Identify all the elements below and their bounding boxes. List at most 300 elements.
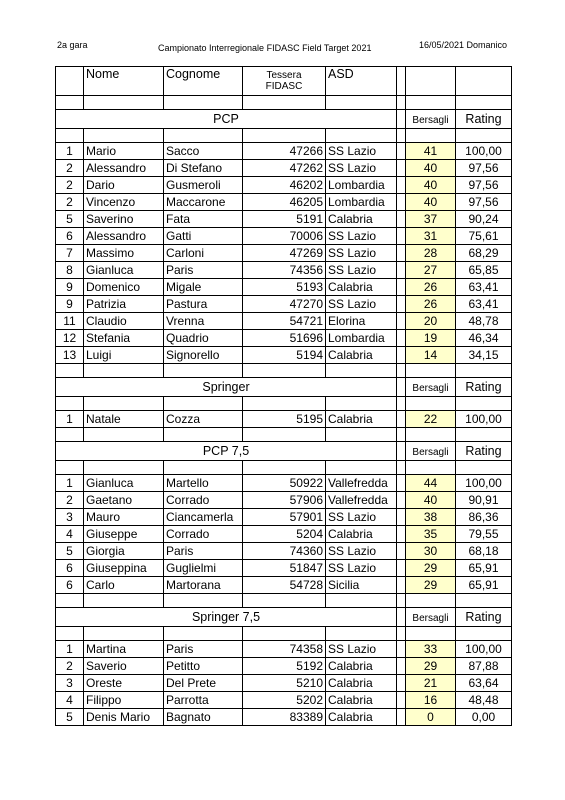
table-row (56, 675, 512, 692)
rating-cell: 97,56 (456, 160, 512, 177)
section-spacer-cell (397, 110, 406, 129)
nome-cell: Oreste (84, 675, 164, 692)
empty-cell (56, 129, 84, 143)
rating-cell: 100,00 (456, 411, 512, 428)
cognome-cell: Maccarone (164, 194, 243, 211)
nome-cell: Alessandro (84, 228, 164, 245)
empty-cell (243, 129, 326, 143)
tessera-cell: 54728 (243, 577, 326, 594)
position-cell: 11 (56, 313, 84, 330)
bersagli-label: Bersagli (406, 110, 456, 129)
asd-cell: Lombardia (326, 330, 397, 347)
empty-cell (84, 627, 164, 641)
nome-cell: Vincenzo (84, 194, 164, 211)
tessera-cell: 83389 (243, 709, 326, 726)
empty-cell (56, 627, 84, 641)
empty-cell (397, 594, 406, 608)
nome-cell: Gianluca (84, 475, 164, 492)
bersagli-cell: 37 (406, 211, 456, 228)
tessera-cell: 74356 (243, 262, 326, 279)
rating-cell: 46,34 (456, 330, 512, 347)
bersagli-cell: 14 (406, 347, 456, 364)
rating-cell: 65,91 (456, 560, 512, 577)
spacer-cell (397, 543, 406, 560)
position-cell: 13 (56, 347, 84, 364)
tessera-cell: 46202 (243, 177, 326, 194)
tessera-cell: 5204 (243, 526, 326, 543)
bersagli-cell: 44 (406, 475, 456, 492)
tessera-cell: 74360 (243, 543, 326, 560)
nome-cell: Gianluca (84, 262, 164, 279)
tessera-cell: 5193 (243, 279, 326, 296)
table-row (56, 509, 512, 526)
table-row (56, 475, 512, 492)
bersagli-cell: 33 (406, 641, 456, 658)
table-row (56, 543, 512, 560)
spacer-cell (397, 411, 406, 428)
position-cell: 7 (56, 245, 84, 262)
position-cell: 2 (56, 658, 84, 675)
spacer-cell (397, 194, 406, 211)
spacer-cell (397, 347, 406, 364)
table-row (56, 228, 512, 245)
bersagli-cell: 27 (406, 262, 456, 279)
empty-cell (406, 461, 456, 475)
rating-label: Rating (456, 608, 512, 627)
spacer-row (56, 461, 512, 475)
spacer-cell (397, 313, 406, 330)
tessera-cell: 47266 (243, 143, 326, 160)
empty-cell (84, 461, 164, 475)
empty-cell (326, 594, 397, 608)
cognome-cell: Sacco (164, 143, 243, 160)
bersagli-cell: 26 (406, 279, 456, 296)
asd-cell: Lombardia (326, 194, 397, 211)
asd-cell: SS Lazio (326, 509, 397, 526)
header-rating-cell (456, 67, 512, 96)
cognome-cell: Bagnato (164, 709, 243, 726)
section-spacer-cell (397, 378, 406, 397)
bersagli-label: Bersagli (406, 378, 456, 397)
spacer-cell (397, 228, 406, 245)
position-cell: 5 (56, 709, 84, 726)
spacer-cell (397, 160, 406, 177)
cognome-cell: Fata (164, 211, 243, 228)
cognome-cell: Di Stefano (164, 160, 243, 177)
rating-cell: 65,85 (456, 262, 512, 279)
spacer-cell (397, 692, 406, 709)
tessera-cell: 47262 (243, 160, 326, 177)
empty-cell (56, 428, 84, 442)
tessera-cell: 5202 (243, 692, 326, 709)
position-cell: 9 (56, 279, 84, 296)
tessera-cell: 5194 (243, 347, 326, 364)
asd-cell: SS Lazio (326, 143, 397, 160)
empty-cell (243, 397, 326, 411)
empty-cell (56, 96, 84, 110)
asd-cell: SS Lazio (326, 245, 397, 262)
tessera-cell: 70006 (243, 228, 326, 245)
empty-cell (84, 129, 164, 143)
bersagli-label: Bersagli (406, 442, 456, 461)
empty-cell (456, 627, 512, 641)
cognome-cell: Gatti (164, 228, 243, 245)
spacer-cell (397, 658, 406, 675)
asd-cell: Lombardia (326, 177, 397, 194)
spacer-cell (397, 143, 406, 160)
rating-cell: 34,15 (456, 347, 512, 364)
table-row (56, 709, 512, 726)
asd-cell: Vallefredda (326, 475, 397, 492)
bersagli-cell: 40 (406, 194, 456, 211)
spacer-cell (397, 475, 406, 492)
spacer-row (56, 594, 512, 608)
spacer-cell (397, 279, 406, 296)
nome-cell: Saverino (84, 211, 164, 228)
rating-cell: 97,56 (456, 177, 512, 194)
tessera-cell: 5191 (243, 211, 326, 228)
spacer-cell (397, 296, 406, 313)
position-cell: 2 (56, 194, 84, 211)
empty-cell (56, 594, 84, 608)
cognome-cell: Martello (164, 475, 243, 492)
bersagli-cell: 28 (406, 245, 456, 262)
section-name: Springer 7,5 (56, 608, 397, 627)
empty-cell (456, 129, 512, 143)
asd-cell: Vallefredda (326, 492, 397, 509)
cognome-cell: Parrotta (164, 692, 243, 709)
asd-cell: Calabria (326, 347, 397, 364)
rating-cell: 68,29 (456, 245, 512, 262)
position-cell: 2 (56, 160, 84, 177)
header-spacer-cell (397, 67, 406, 96)
table-row (56, 577, 512, 594)
table-row (56, 492, 512, 509)
asd-cell: SS Lazio (326, 560, 397, 577)
asd-cell: Calabria (326, 675, 397, 692)
rating-cell: 63,41 (456, 296, 512, 313)
position-cell: 4 (56, 526, 84, 543)
spacer-cell (397, 177, 406, 194)
table-row (56, 262, 512, 279)
position-cell: 9 (56, 296, 84, 313)
section-header-row (56, 378, 512, 397)
empty-cell (456, 364, 512, 378)
position-cell: 3 (56, 675, 84, 692)
table-row (56, 641, 512, 658)
position-cell: 2 (56, 492, 84, 509)
bersagli-cell: 29 (406, 658, 456, 675)
spacer-cell (397, 245, 406, 262)
bersagli-cell: 29 (406, 577, 456, 594)
cognome-cell: Guglielmi (164, 560, 243, 577)
tessera-cell: 74358 (243, 641, 326, 658)
empty-cell (84, 364, 164, 378)
section-name: PCP (56, 110, 397, 129)
tessera-cell: 57901 (243, 509, 326, 526)
nome-cell: Massimo (84, 245, 164, 262)
nome-cell: Domenico (84, 279, 164, 296)
empty-cell (164, 594, 243, 608)
nome-cell: Saverio (84, 658, 164, 675)
table-row (56, 245, 512, 262)
empty-cell (164, 96, 243, 110)
bersagli-cell: 40 (406, 492, 456, 509)
position-cell: 6 (56, 560, 84, 577)
table-row (56, 526, 512, 543)
spacer-row (56, 364, 512, 378)
spacer-cell (397, 577, 406, 594)
nome-cell: Mario (84, 143, 164, 160)
table-row (56, 347, 512, 364)
asd-cell: SS Lazio (326, 296, 397, 313)
empty-cell (243, 96, 326, 110)
nome-cell: Luigi (84, 347, 164, 364)
table-row (56, 177, 512, 194)
position-cell: 3 (56, 509, 84, 526)
bersagli-cell: 19 (406, 330, 456, 347)
position-cell: 6 (56, 228, 84, 245)
nome-cell: Carlo (84, 577, 164, 594)
cognome-cell: Carloni (164, 245, 243, 262)
section-header-row (56, 608, 512, 627)
bersagli-cell: 21 (406, 675, 456, 692)
empty-cell (397, 129, 406, 143)
cognome-cell: Migale (164, 279, 243, 296)
empty-cell (456, 594, 512, 608)
empty-cell (164, 428, 243, 442)
empty-cell (243, 461, 326, 475)
tessera-cell: 50922 (243, 475, 326, 492)
empty-cell (397, 627, 406, 641)
empty-cell (406, 627, 456, 641)
rating-cell: 90,91 (456, 492, 512, 509)
results-table (55, 66, 512, 726)
asd-cell: Calabria (326, 692, 397, 709)
header-bersagli-cell (406, 67, 456, 96)
header-tessera-line2: FIDASC (265, 81, 303, 92)
empty-cell (397, 428, 406, 442)
table-row (56, 560, 512, 577)
table-row (56, 279, 512, 296)
spacer-cell (397, 675, 406, 692)
cognome-cell: Ciancamerla (164, 509, 243, 526)
table-row (56, 692, 512, 709)
table-row (56, 211, 512, 228)
asd-cell: Calabria (326, 211, 397, 228)
empty-cell (406, 96, 456, 110)
tessera-cell: 5192 (243, 658, 326, 675)
cognome-cell: Corrado (164, 526, 243, 543)
asd-cell: Sicilia (326, 577, 397, 594)
nome-cell: Giuseppe (84, 526, 164, 543)
cognome-cell: Pastura (164, 296, 243, 313)
rating-cell: 65,91 (456, 577, 512, 594)
empty-cell (164, 627, 243, 641)
cognome-cell: Martorana (164, 577, 243, 594)
header-tessera (243, 67, 326, 96)
cognome-cell: Gusmeroli (164, 177, 243, 194)
position-cell: 1 (56, 475, 84, 492)
nome-cell: Giuseppina (84, 560, 164, 577)
nome-cell: Denis Mario (84, 709, 164, 726)
cognome-cell: Corrado (164, 492, 243, 509)
tessera-cell: 5195 (243, 411, 326, 428)
empty-cell (406, 364, 456, 378)
table-row (56, 194, 512, 211)
section-header-row (56, 442, 512, 461)
rating-label: Rating (456, 110, 512, 129)
empty-cell (243, 594, 326, 608)
empty-cell (326, 397, 397, 411)
bersagli-cell: 30 (406, 543, 456, 560)
empty-cell (326, 428, 397, 442)
empty-cell (397, 364, 406, 378)
bersagli-cell: 31 (406, 228, 456, 245)
empty-cell (406, 397, 456, 411)
tessera-cell: 47269 (243, 245, 326, 262)
cognome-cell: Quadrio (164, 330, 243, 347)
empty-cell (56, 461, 84, 475)
rating-cell: 100,00 (456, 143, 512, 160)
nome-cell: Mauro (84, 509, 164, 526)
empty-cell (397, 96, 406, 110)
nome-cell: Giorgia (84, 543, 164, 560)
spacer-row (56, 129, 512, 143)
empty-cell (243, 627, 326, 641)
section-name: PCP 7,5 (56, 442, 397, 461)
position-cell: 8 (56, 262, 84, 279)
empty-cell (456, 428, 512, 442)
bersagli-cell: 35 (406, 526, 456, 543)
table-row (56, 330, 512, 347)
rating-cell: 48,78 (456, 313, 512, 330)
bersagli-cell: 20 (406, 313, 456, 330)
empty-cell (84, 397, 164, 411)
nome-cell: Dario (84, 177, 164, 194)
position-cell: 6 (56, 577, 84, 594)
table-row (56, 313, 512, 330)
cognome-cell: Signorello (164, 347, 243, 364)
nome-cell: Gaetano (84, 492, 164, 509)
table-row (56, 658, 512, 675)
position-cell: 4 (56, 692, 84, 709)
tessera-cell: 54721 (243, 313, 326, 330)
spacer-cell (397, 509, 406, 526)
position-cell: 12 (56, 330, 84, 347)
header-pos-cell (56, 67, 84, 96)
empty-cell (456, 96, 512, 110)
section-header-row (56, 110, 512, 129)
cognome-cell: Del Prete (164, 675, 243, 692)
column-header-row (56, 67, 512, 96)
asd-cell: SS Lazio (326, 228, 397, 245)
empty-cell (456, 461, 512, 475)
empty-cell (326, 364, 397, 378)
cognome-cell: Paris (164, 262, 243, 279)
empty-cell (397, 461, 406, 475)
nome-cell: Alessandro (84, 160, 164, 177)
asd-cell: Calabria (326, 411, 397, 428)
section-name: Springer (56, 378, 397, 397)
nome-cell: Martina (84, 641, 164, 658)
cognome-cell: Petitto (164, 658, 243, 675)
bersagli-cell: 41 (406, 143, 456, 160)
position-cell: 5 (56, 543, 84, 560)
empty-cell (84, 428, 164, 442)
asd-cell: SS Lazio (326, 160, 397, 177)
rating-cell: 63,41 (456, 279, 512, 296)
spacer-cell (397, 526, 406, 543)
rating-cell: 90,24 (456, 211, 512, 228)
empty-cell (456, 397, 512, 411)
position-cell: 5 (56, 211, 84, 228)
nome-cell: Natale (84, 411, 164, 428)
rating-cell: 0,00 (456, 709, 512, 726)
document-title: Campionato Interregionale FIDASC Field Target 2021 (158, 43, 372, 53)
competition-round: 2a gara (57, 40, 88, 50)
asd-cell: Elorina (326, 313, 397, 330)
rating-cell: 68,18 (456, 543, 512, 560)
position-cell: 1 (56, 411, 84, 428)
empty-cell (164, 461, 243, 475)
cognome-cell: Vrenna (164, 313, 243, 330)
asd-cell: SS Lazio (326, 262, 397, 279)
table-row (56, 296, 512, 313)
section-spacer-cell (397, 442, 406, 461)
bersagli-cell: 26 (406, 296, 456, 313)
empty-cell (406, 594, 456, 608)
empty-cell (326, 461, 397, 475)
date-location: 16/05/2021 Domanico (419, 40, 508, 50)
nome-cell: Claudio (84, 313, 164, 330)
rating-cell: 79,55 (456, 526, 512, 543)
tessera-cell: 5210 (243, 675, 326, 692)
spacer-cell (397, 641, 406, 658)
empty-cell (243, 428, 326, 442)
rating-cell: 100,00 (456, 641, 512, 658)
spacer-cell (397, 262, 406, 279)
nome-cell: Patrizia (84, 296, 164, 313)
bersagli-cell: 29 (406, 560, 456, 577)
empty-cell (56, 364, 84, 378)
table-row (56, 160, 512, 177)
empty-cell (164, 364, 243, 378)
spacer-row (56, 397, 512, 411)
position-cell: 1 (56, 641, 84, 658)
rating-cell: 86,36 (456, 509, 512, 526)
bersagli-cell: 22 (406, 411, 456, 428)
empty-cell (56, 397, 84, 411)
rating-cell: 97,56 (456, 194, 512, 211)
cognome-cell: Paris (164, 641, 243, 658)
table-row (56, 411, 512, 428)
tessera-cell: 51847 (243, 560, 326, 577)
bersagli-cell: 40 (406, 160, 456, 177)
spacer-cell (397, 492, 406, 509)
empty-cell (326, 96, 397, 110)
position-cell: 2 (56, 177, 84, 194)
rating-cell: 75,61 (456, 228, 512, 245)
nome-cell: Stefania (84, 330, 164, 347)
rating-label: Rating (456, 378, 512, 397)
asd-cell: Calabria (326, 526, 397, 543)
bersagli-cell: 40 (406, 177, 456, 194)
tessera-cell: 51696 (243, 330, 326, 347)
table-row (56, 143, 512, 160)
rating-cell: 63,64 (456, 675, 512, 692)
spacer-row (56, 627, 512, 641)
